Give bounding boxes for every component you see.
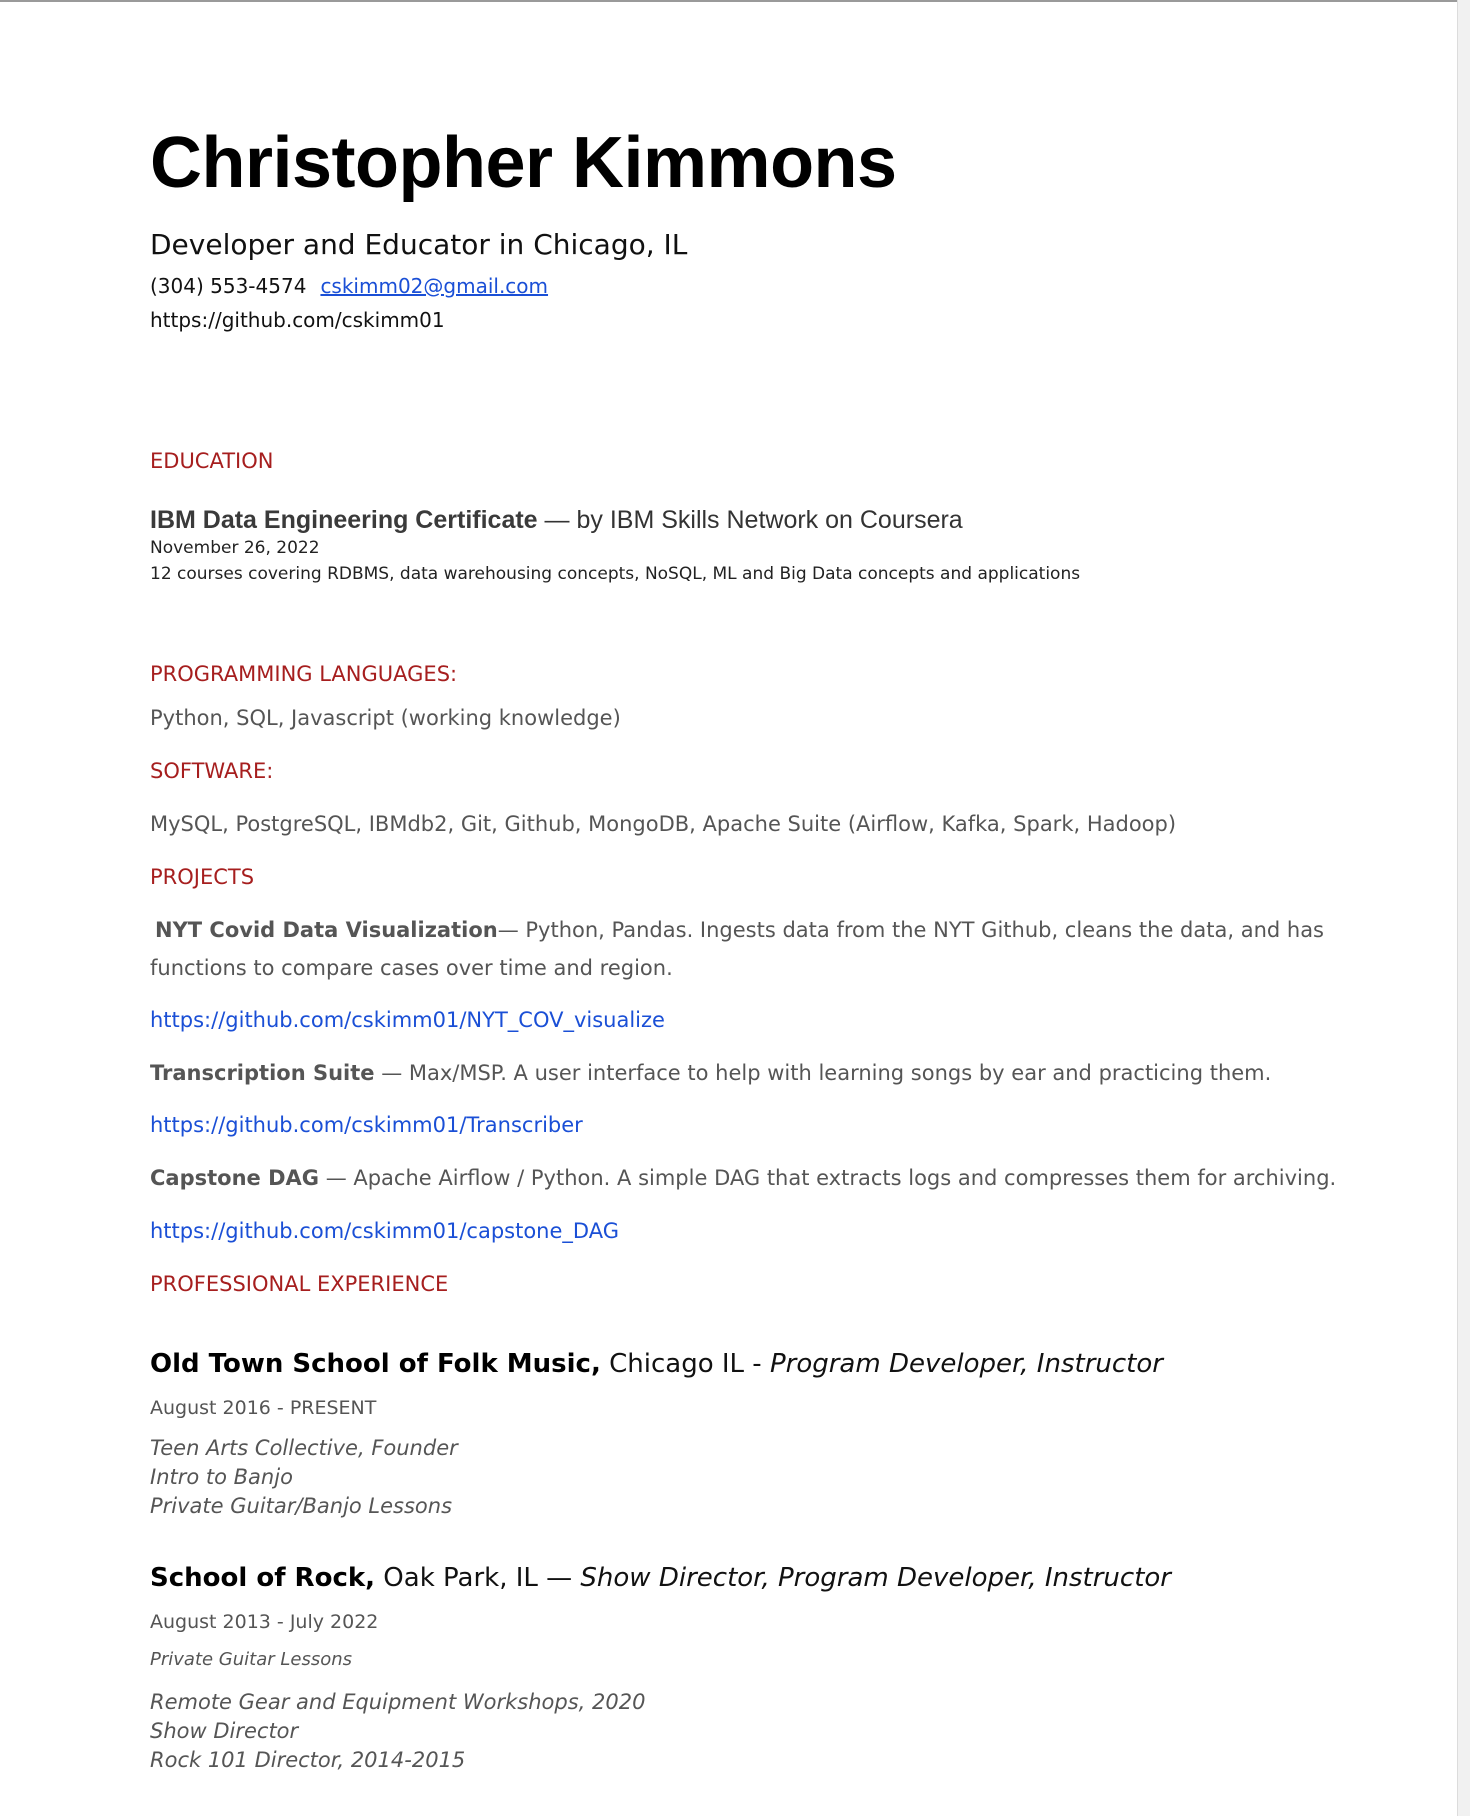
programming-heading: PROGRAMMING LANGUAGES: (150, 662, 458, 686)
project-1-link[interactable]: https://github.com/cskimm01/NYT_COV_visualize (150, 1008, 665, 1032)
phone-number: (304) 553-4574 (150, 274, 307, 298)
projects-heading: PROJECTS (150, 865, 255, 889)
project-2-link[interactable]: https://github.com/cskimm01/Transcriber (150, 1113, 583, 1137)
email-link[interactable]: cskimm02@gmail.com (320, 274, 549, 298)
project-1-desc-cont: functions to compare cases over time and region. (150, 956, 673, 980)
job-1-role: Program Developer, Instructor (769, 1349, 1163, 1379)
project-3-name: Capstone DAG (150, 1166, 320, 1190)
vertical-scrollbar[interactable] (1457, 0, 1470, 1816)
project-3-desc (150, 1166, 1336, 1190)
project-1-desc-text: — Python, Pandas. Ingests data from the NYT Github, cleans the data, and has (497, 918, 1324, 942)
job-2-dates: August 2013 - July 2022 (150, 1611, 379, 1633)
window-top-border (0, 0, 1458, 2)
job-2-location: Oak Park, IL — (375, 1563, 581, 1593)
programming-languages: Python, SQL, Javascript (working knowledge) (150, 706, 621, 730)
job-1-item: Intro to Banjo (150, 1465, 293, 1489)
education-heading: EDUCATION (150, 449, 274, 473)
job-2-item: Show Director (150, 1719, 299, 1743)
github-profile: https://github.com/cskimm01 (150, 308, 445, 332)
project-2-desc (150, 1061, 1271, 1085)
page-title: Christopher Kimmons (150, 123, 897, 203)
job-2-item: Remote Gear and Equipment Workshops, 2020 (150, 1690, 646, 1714)
job-1-item: Teen Arts Collective, Founder (150, 1436, 458, 1460)
software-heading: SOFTWARE: (150, 759, 274, 783)
cert-description: 12 courses covering RDBMS, data warehousing concepts, NoSQL, ML and Big Data concepts and applications (150, 564, 1081, 584)
job-1-title (150, 1349, 1163, 1379)
project-3-desc-text: — Apache Airflow / Python. A simple DAG that extracts logs and compresses them for archiving. (319, 1166, 1337, 1190)
job-2-org: School of Rock, (150, 1563, 376, 1593)
job-2-role: Show Director, Program Developer, Instructor (580, 1563, 1171, 1593)
job-1-item: Private Guitar/Banjo Lessons (150, 1494, 453, 1518)
project-2-desc-text: — Max/MSP. A user interface to help with learning songs by ear and practicing them. (374, 1061, 1272, 1085)
project-2-name: Transcription Suite (150, 1061, 375, 1085)
project-1-desc (155, 918, 1324, 942)
job-1-location: Chicago IL - (600, 1349, 770, 1379)
job-2-small-item: Private Guitar Lessons (150, 1649, 353, 1670)
job-2-title (150, 1563, 1171, 1593)
job-1-dates: August 2016 - PRESENT (150, 1397, 377, 1419)
job-2-item: Rock 101 Director, 2014-2015 (150, 1748, 466, 1772)
experience-heading: PROFESSIONAL EXPERIENCE (150, 1272, 449, 1296)
project-1-name: NYT Covid Data Visualization (155, 918, 498, 942)
cert-date: November 26, 2022 (150, 538, 320, 558)
tagline: Developer and Educator in Chicago, IL (150, 228, 688, 261)
software-list: MySQL, PostgreSQL, IBMdb2, Git, Github, MongoDB, Apache Suite (Airflow, Kafka, Spark, Hadoop) (150, 812, 1177, 836)
job-1-org: Old Town School of Folk Music, (150, 1349, 601, 1379)
cert-title-line (150, 506, 963, 535)
contact-line (150, 274, 548, 298)
cert-issuer: — by IBM Skills Network on Coursera (537, 506, 963, 534)
project-3-link[interactable]: https://github.com/cskimm01/capstone_DAG (150, 1219, 619, 1243)
cert-name: IBM Data Engineering Certificate (150, 506, 538, 534)
